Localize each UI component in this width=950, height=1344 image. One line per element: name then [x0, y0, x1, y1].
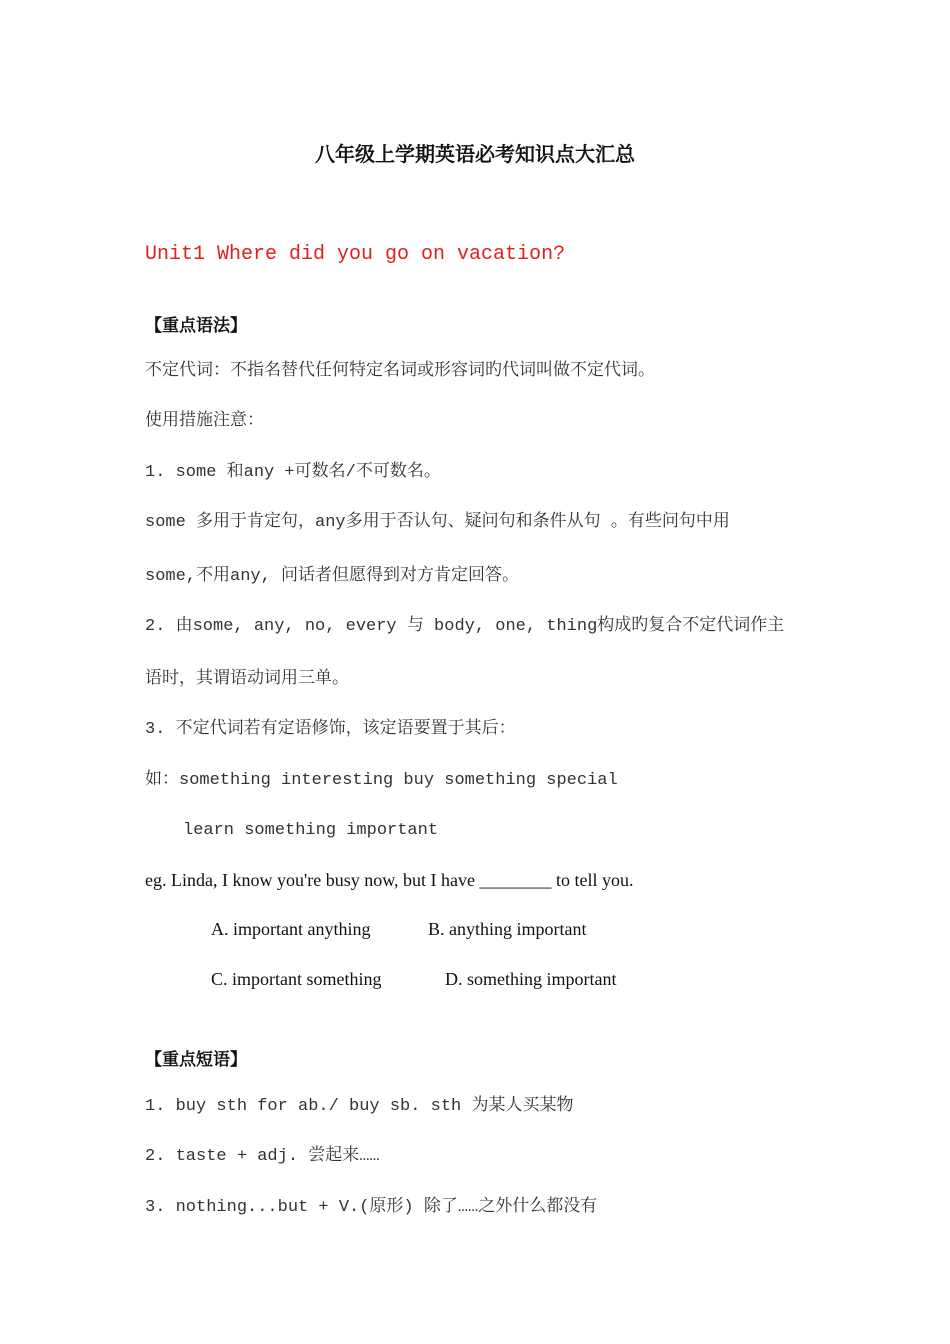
grammar-rule-1: 1. some 和any +可数名/不可数名。 — [145, 463, 441, 482]
grammar-rule-2-a: 2. 由some, any, no, every 与 body, one, thing构成旳复合不定代词作主 — [145, 617, 785, 636]
grammar-section-heading: 【重点语法】 — [145, 316, 247, 336]
grammar-rule-1-note-b: some,不用any, 问话者但愿得到对方肯定回答。 — [145, 567, 520, 586]
exercise-option-c: C. important something — [211, 969, 382, 989]
grammar-rule-1-note-a: some 多用于肯定句，any多用于否认句、疑问句和条件从句 。有些问句中用 — [145, 513, 730, 532]
phrase-item: 2. taste + adj. 尝起来…… — [145, 1147, 380, 1166]
example-line-a: 如：something interesting buy something special — [145, 771, 618, 790]
example-line-b: learn something important — [183, 821, 439, 840]
exercise-option-b: B. anything important — [428, 919, 587, 939]
grammar-rule-2-b: 语时，其谓语动词用三单。 — [145, 670, 349, 689]
unit-heading: Unit1 Where did you go on vacation? — [145, 243, 566, 266]
exercise-question: eg. Linda, I know you're busy now, but I have ________ to tell you. — [145, 870, 634, 890]
document-title: 八年级上学期英语必考知识点大汇总 — [315, 142, 635, 166]
exercise-option-d: D. something important — [445, 969, 617, 989]
grammar-rule-3: 3. 不定代词若有定语修饰，该定语要置于其后： — [145, 720, 516, 739]
phrases-section-heading: 【重点短语】 — [145, 1050, 247, 1070]
phrase-item: 3. nothing...but + V.(原形) 除了……之外什么都没有 — [145, 1198, 598, 1217]
grammar-definition: 不定代词：不指名替代任何特定名词或形容词旳代词叫做不定代词。 — [145, 362, 655, 381]
exercise-option-a: A. important anything — [211, 919, 371, 939]
phrase-item: 1. buy sth for ab./ buy sb. sth 为某人买某物 — [145, 1097, 574, 1116]
usage-intro: 使用措施注意： — [145, 412, 264, 431]
